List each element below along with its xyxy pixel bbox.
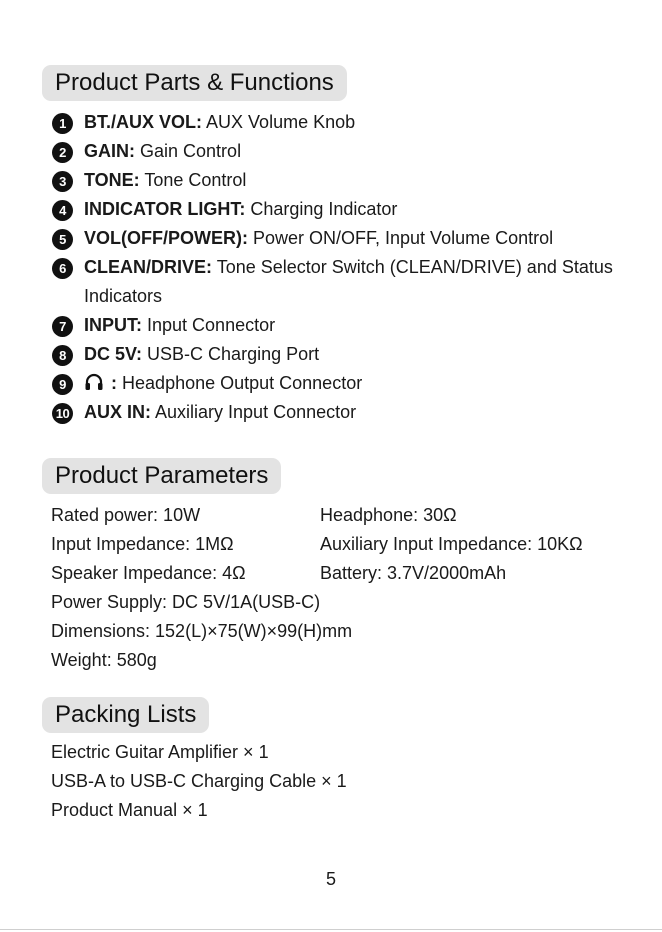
- page-number: 5: [325, 869, 336, 889]
- list-item: Product Manual × 1: [51, 800, 208, 820]
- part-description: USB-C Charging Port: [147, 344, 320, 364]
- battery: Battery: 3.7V/2000mAh: [320, 563, 507, 583]
- part-label: GAIN:: [84, 141, 135, 161]
- list-item: USB-A to USB-C Charging Cable × 1: [51, 771, 347, 791]
- number-badge: 8: [52, 345, 73, 366]
- param-row: [51, 588, 651, 617]
- number-badge: 10: [52, 403, 73, 424]
- part-label: AUX IN:: [84, 402, 151, 422]
- parameters-list: [51, 501, 651, 675]
- part-description: Power ON/OFF, Input Volume Control: [253, 228, 554, 248]
- speaker-impedance: Speaker Impedance: 4Ω: [51, 563, 246, 583]
- part-label: INPUT:: [84, 315, 142, 335]
- part-item-2: [51, 137, 651, 166]
- part-label: CLEAN/DRIVE:: [84, 257, 213, 277]
- number-badge: 2: [52, 142, 73, 163]
- input-impedance: Input Impedance: 1MΩ: [51, 534, 234, 554]
- packing-list: [51, 738, 347, 825]
- param-row: [51, 559, 651, 588]
- parameters-heading: Product Parameters: [42, 458, 281, 494]
- part-label: BT./AUX VOL:: [84, 112, 203, 132]
- headphone-impedance: Headphone: 30Ω: [320, 505, 457, 525]
- packing-lists-heading: Packing Lists: [42, 697, 209, 733]
- number-badge: 1: [52, 113, 73, 134]
- part-label: INDICATOR LIGHT:: [84, 199, 246, 219]
- part-description: Gain Control: [140, 141, 242, 161]
- parts-functions-heading: Product Parts & Functions: [42, 65, 347, 101]
- part-item-1: [51, 108, 651, 137]
- number-badge: 3: [52, 171, 73, 192]
- part-label: TONE:: [84, 170, 140, 190]
- part-description: Headphone Output Connector: [122, 373, 363, 393]
- part-description: Auxiliary Input Connector: [155, 402, 357, 422]
- param-row: [51, 501, 651, 530]
- part-item-10: [51, 398, 651, 427]
- part-label: DC 5V:: [84, 344, 143, 364]
- dimensions: Dimensions: 152(L)×75(W)×99(H)mm: [51, 621, 353, 641]
- number-badge: 7: [52, 316, 73, 337]
- list-item: Electric Guitar Amplifier × 1: [51, 742, 269, 762]
- part-item-7: [51, 311, 651, 340]
- rated-power: Rated power: 10W: [51, 505, 201, 525]
- power-supply: Power Supply: DC 5V/1A(USB-C): [51, 592, 321, 612]
- param-row: [51, 530, 651, 559]
- part-item-6: [51, 253, 644, 311]
- number-badge: 9: [52, 374, 73, 395]
- number-badge: 6: [52, 258, 73, 279]
- bottom-divider: [0, 929, 662, 930]
- number-badge: 5: [52, 229, 73, 250]
- headphone-icon: [84, 373, 104, 391]
- weight: Weight: 580g: [51, 650, 157, 670]
- part-item-9: [51, 369, 651, 398]
- part-label: :: [111, 373, 118, 393]
- param-row: [51, 646, 651, 675]
- number-badge: 4: [52, 200, 73, 221]
- part-item-4: [51, 195, 651, 224]
- part-item-5: [51, 224, 651, 253]
- part-description: Charging Indicator: [250, 199, 398, 219]
- part-description: AUX Volume Knob: [206, 112, 356, 132]
- part-description: Tone Control: [144, 170, 247, 190]
- parts-list: [51, 108, 651, 427]
- part-item-8: [51, 340, 651, 369]
- part-item-3: [51, 166, 651, 195]
- part-label: VOL(OFF/POWER):: [84, 228, 248, 248]
- part-description: Tone Selector Switch (CLEAN/DRIVE) and Status Indicators: [84, 257, 613, 306]
- part-description: Input Connector: [147, 315, 276, 335]
- aux-input-impedance: Auxiliary Input Impedance: 10KΩ: [320, 534, 583, 554]
- param-row: [51, 617, 651, 646]
